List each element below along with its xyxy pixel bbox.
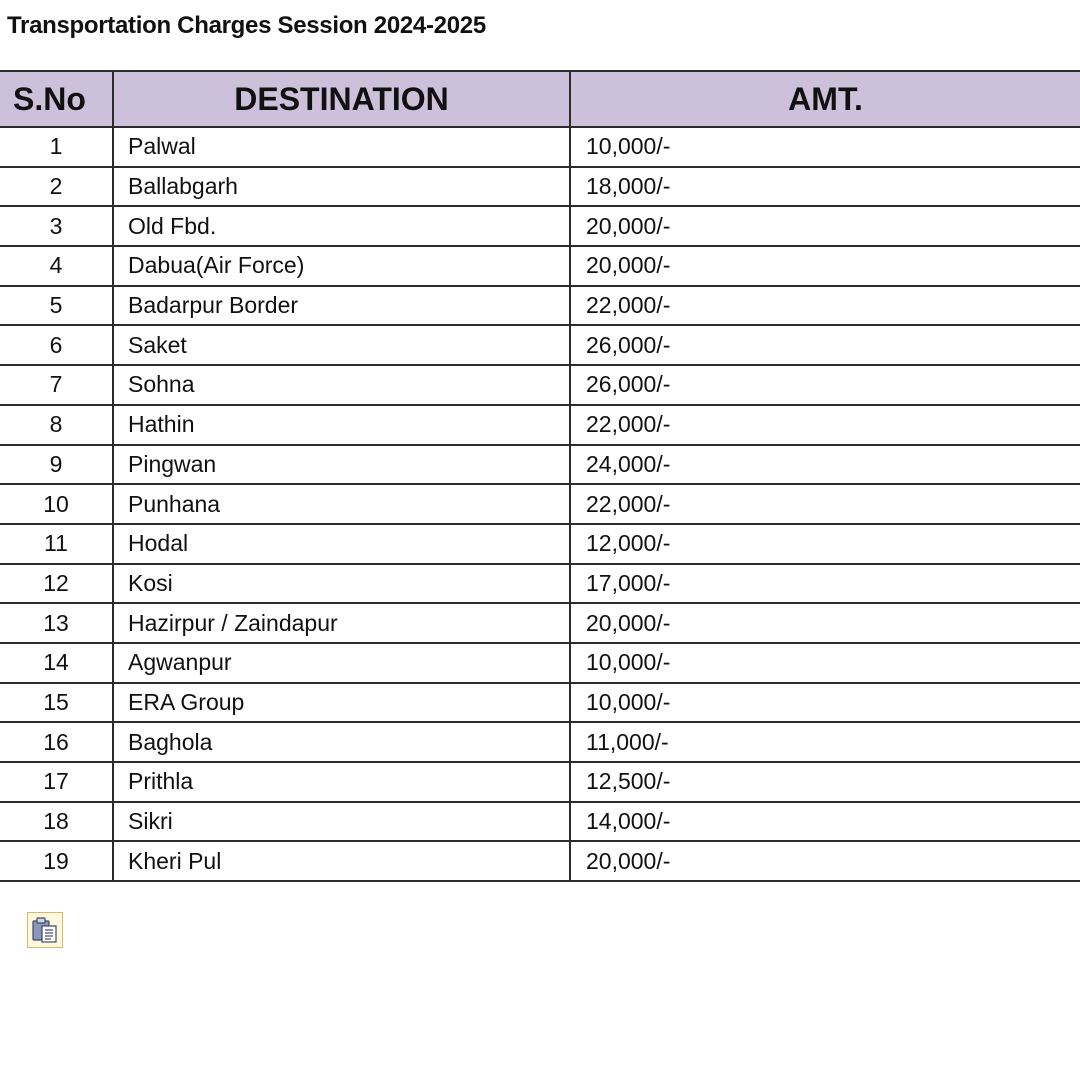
cell-destination: Old Fbd. bbox=[113, 206, 570, 246]
table-row bbox=[0, 762, 1080, 802]
cell-sno: 18 bbox=[0, 802, 113, 842]
table-row bbox=[0, 683, 1080, 723]
cell-sno: 2 bbox=[0, 167, 113, 207]
cell-destination: ERA Group bbox=[113, 683, 570, 723]
cell-amount: 22,000/- bbox=[570, 405, 1080, 445]
cell-amount: 20,000/- bbox=[570, 206, 1080, 246]
table-row bbox=[0, 286, 1080, 326]
cell-destination: Kheri Pul bbox=[113, 841, 570, 881]
cell-amount: 12,500/- bbox=[570, 762, 1080, 802]
cell-sno: 14 bbox=[0, 643, 113, 683]
table-row bbox=[0, 405, 1080, 445]
cell-destination: Sikri bbox=[113, 802, 570, 842]
cell-amount: 10,000/- bbox=[570, 643, 1080, 683]
table-row bbox=[0, 603, 1080, 643]
cell-sno: 9 bbox=[0, 445, 113, 485]
cell-amount: 20,000/- bbox=[570, 246, 1080, 286]
cell-amount: 14,000/- bbox=[570, 802, 1080, 842]
table-row bbox=[0, 206, 1080, 246]
page-title: Transportation Charges Session 2024-2025 bbox=[7, 12, 486, 39]
cell-amount: 11,000/- bbox=[570, 722, 1080, 762]
cell-sno: 15 bbox=[0, 683, 113, 723]
cell-amount: 10,000/- bbox=[570, 683, 1080, 723]
table-row bbox=[0, 365, 1080, 405]
cell-sno: 1 bbox=[0, 127, 113, 167]
cell-amount: 24,000/- bbox=[570, 445, 1080, 485]
cell-destination: Prithla bbox=[113, 762, 570, 802]
cell-destination: Punhana bbox=[113, 484, 570, 524]
table-row bbox=[0, 841, 1080, 881]
cell-amount: 10,000/- bbox=[570, 127, 1080, 167]
cell-sno: 5 bbox=[0, 286, 113, 326]
table-row bbox=[0, 127, 1080, 167]
cell-amount: 22,000/- bbox=[570, 286, 1080, 326]
cell-sno: 11 bbox=[0, 524, 113, 564]
cell-destination: Baghola bbox=[113, 722, 570, 762]
paste-options-button[interactable] bbox=[27, 912, 63, 948]
table-row bbox=[0, 802, 1080, 842]
table-row bbox=[0, 722, 1080, 762]
table-row bbox=[0, 643, 1080, 683]
cell-sno: 17 bbox=[0, 762, 113, 802]
cell-destination: Dabua(Air Force) bbox=[113, 246, 570, 286]
table-row bbox=[0, 564, 1080, 604]
cell-sno: 3 bbox=[0, 206, 113, 246]
table-header-row bbox=[0, 71, 1080, 127]
cell-amount: 26,000/- bbox=[570, 365, 1080, 405]
table-row bbox=[0, 524, 1080, 564]
cell-destination: Agwanpur bbox=[113, 643, 570, 683]
cell-destination: Palwal bbox=[113, 127, 570, 167]
cell-sno: 6 bbox=[0, 325, 113, 365]
header-destination: DESTINATION bbox=[113, 71, 570, 127]
transport-charges-table bbox=[0, 70, 1080, 882]
clipboard-paste-icon bbox=[28, 913, 62, 947]
table-row bbox=[0, 445, 1080, 485]
cell-amount: 20,000/- bbox=[570, 603, 1080, 643]
cell-sno: 8 bbox=[0, 405, 113, 445]
cell-amount: 22,000/- bbox=[570, 484, 1080, 524]
cell-destination: Badarpur Border bbox=[113, 286, 570, 326]
cell-sno: 10 bbox=[0, 484, 113, 524]
cell-sno: 16 bbox=[0, 722, 113, 762]
cell-amount: 26,000/- bbox=[570, 325, 1080, 365]
cell-sno: 12 bbox=[0, 564, 113, 604]
cell-destination: Hazirpur / Zaindapur bbox=[113, 603, 570, 643]
cell-destination: Sohna bbox=[113, 365, 570, 405]
cell-sno: 7 bbox=[0, 365, 113, 405]
table-body bbox=[0, 127, 1080, 881]
table-row bbox=[0, 325, 1080, 365]
cell-destination: Saket bbox=[113, 325, 570, 365]
cell-amount: 12,000/- bbox=[570, 524, 1080, 564]
cell-sno: 4 bbox=[0, 246, 113, 286]
header-sno: S.No bbox=[0, 71, 113, 127]
cell-sno: 13 bbox=[0, 603, 113, 643]
cell-destination: Kosi bbox=[113, 564, 570, 604]
table-row bbox=[0, 484, 1080, 524]
header-amount: AMT. bbox=[570, 71, 1080, 127]
cell-destination: Hathin bbox=[113, 405, 570, 445]
table-row bbox=[0, 246, 1080, 286]
cell-amount: 20,000/- bbox=[570, 841, 1080, 881]
cell-sno: 19 bbox=[0, 841, 113, 881]
cell-destination: Ballabgarh bbox=[113, 167, 570, 207]
cell-destination: Hodal bbox=[113, 524, 570, 564]
table-row bbox=[0, 167, 1080, 207]
cell-amount: 18,000/- bbox=[570, 167, 1080, 207]
cell-destination: Pingwan bbox=[113, 445, 570, 485]
cell-amount: 17,000/- bbox=[570, 564, 1080, 604]
